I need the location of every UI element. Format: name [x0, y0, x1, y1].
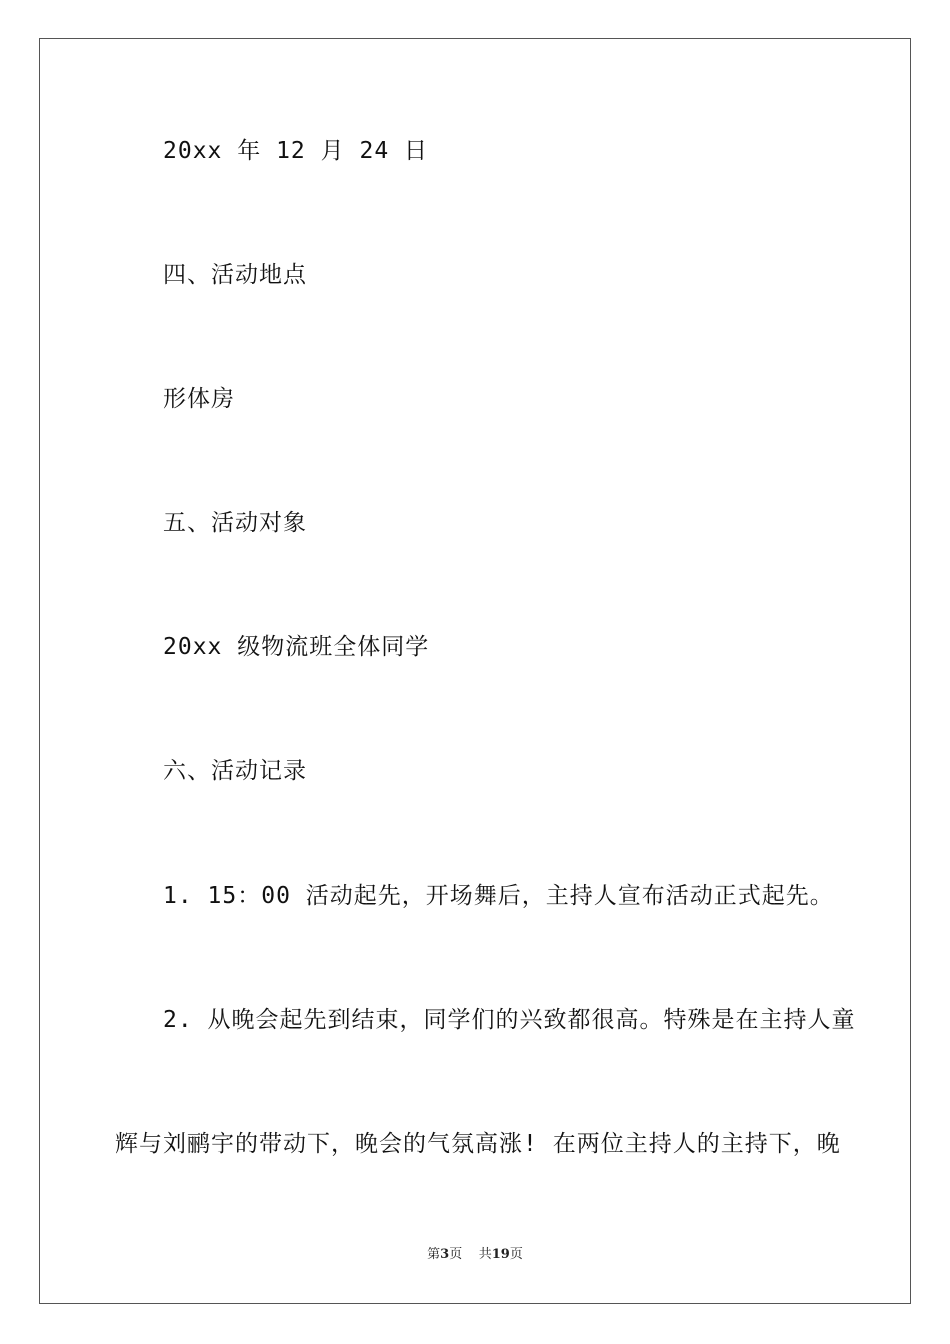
- record-item-1: 1. 15：00 活动起先，开场舞后，主持人宣布活动正式起先。: [163, 883, 834, 909]
- footer-total-prefix: 共: [478, 1247, 492, 1262]
- footer-total-suffix: 页: [509, 1247, 523, 1262]
- audience-text: 20xx 级物流班全体同学: [163, 634, 430, 660]
- footer-page-number: 3: [440, 1247, 450, 1262]
- footer-page-suffix: 页: [449, 1247, 463, 1262]
- footer-prefix: 第: [427, 1247, 441, 1262]
- location-text: 形体房: [163, 386, 235, 412]
- record-item-2-line-1: 2. 从晚会起先到结束，同学们的兴致都很高。特殊是在主持人童: [163, 1007, 856, 1033]
- section-heading-location: 四、活动地点: [163, 262, 307, 288]
- section-heading-audience: 五、活动对象: [163, 510, 307, 536]
- date-line: 20xx 年 12 月 24 日: [163, 138, 429, 164]
- record-item-2-line-2: 辉与刘鹂宇的带动下，晚会的气氛高涨! 在两位主持人的主持下，晚: [115, 1131, 841, 1157]
- page-border: [39, 38, 911, 1304]
- section-heading-record: 六、活动记录: [163, 758, 307, 784]
- page-footer: [0, 1246, 950, 1264]
- footer-total-pages: 19: [491, 1247, 510, 1262]
